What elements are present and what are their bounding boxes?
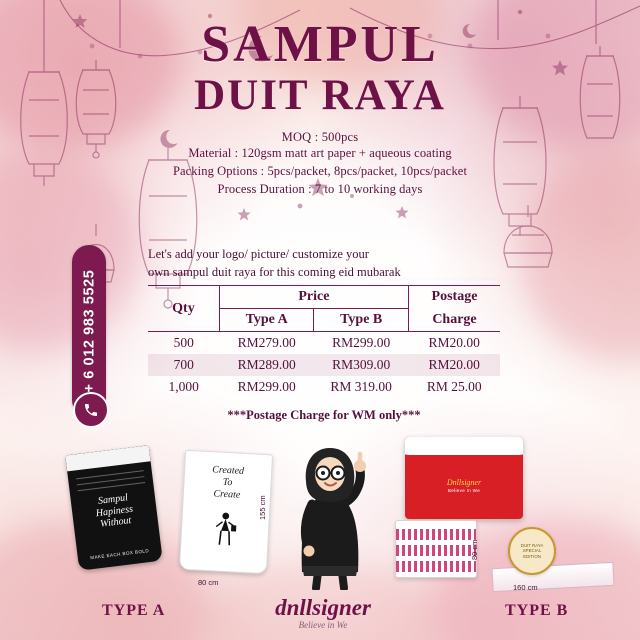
- phone-number: + 6 012 983 5525: [81, 269, 98, 393]
- dimension-height-type-b: 80 cm: [470, 539, 479, 560]
- phone-glyph-icon: [83, 402, 99, 418]
- cell-type-b: RM 319.00: [330, 379, 392, 394]
- moq-text: MOQ : 500pcs: [281, 130, 359, 145]
- sample-a2-line3: Create: [213, 487, 241, 501]
- product-sample-type-b-pattern: [395, 520, 477, 578]
- cell-qty: 1,000: [168, 379, 199, 394]
- stamp-line2: SPECIAL: [522, 548, 542, 554]
- stamp-line3: EDITION: [523, 553, 541, 559]
- brand-logo: [228, 596, 418, 630]
- sample-a1-line2: Hapiness: [95, 503, 134, 519]
- price-table: [148, 285, 500, 398]
- page-subtitle: DUIT RAYA: [194, 72, 446, 120]
- stamp-text: [521, 543, 544, 559]
- header-type-b: Type B: [314, 309, 409, 332]
- cell-type-a: RM299.00: [237, 379, 296, 394]
- type-b-label: TYPE B: [505, 602, 569, 619]
- table-row: [148, 332, 500, 355]
- sample-a1-script: [71, 489, 159, 533]
- brand-tagline: Believe in We: [298, 620, 348, 630]
- stamp-line1: DUIT RAYA: [520, 543, 544, 549]
- header-postage-line2: Charge: [408, 309, 500, 332]
- phone-icon[interactable]: [73, 392, 109, 428]
- fashion-figure-icon: [211, 510, 239, 551]
- spec-material: Material : 120gsm matt art paper + aqueous coating: [188, 146, 452, 161]
- spec-packing: Packing Options : 5pcs/packet, 8pcs/packet, 10pcs/packet: [172, 163, 468, 178]
- dimension-height-type-a: 155 cm: [258, 495, 267, 520]
- sample-a1-line3: Without: [99, 515, 132, 530]
- spec-process: Process Duration : 7 to 10 working days: [217, 181, 423, 196]
- product-sample-type-b-strip: [491, 562, 614, 592]
- cell-type-a: RM279.00: [237, 335, 296, 350]
- sample-b-logo-name: Dnllsigner: [446, 478, 482, 487]
- sample-a1-footer: MAKE EACH BOX BOLD: [90, 548, 150, 561]
- envelope-flap: [405, 437, 523, 455]
- poster-header: [0, 18, 640, 198]
- header-qty: Qty: [148, 286, 219, 332]
- dimension-width-type-a: 80 cm: [198, 578, 219, 587]
- brand-name: dnllsigner: [275, 595, 371, 620]
- cell-postage: RM20.00: [428, 335, 480, 350]
- sample-a1-line1: Sampul: [97, 492, 129, 507]
- intro-line-1: Let's add your logo/ picture/ customize your: [148, 247, 369, 261]
- product-sample-type-b-red: [405, 437, 523, 519]
- cell-type-a: RM289.00: [219, 354, 314, 376]
- mascot-illustration: [284, 440, 376, 590]
- header-type-a: Type A: [219, 309, 314, 332]
- sample-a2-line2: To: [222, 476, 233, 489]
- page-title: SAMPUL: [201, 16, 439, 73]
- intro-line-2: own sampul duit raya for this coming eid mubarak: [148, 265, 401, 280]
- table-header-row: [148, 286, 500, 309]
- special-edition-stamp: [508, 527, 556, 575]
- intro-text: [148, 245, 448, 281]
- cell-type-b: RM309.00: [314, 354, 409, 376]
- postage-note: ***Postage Charge for WM only***: [227, 408, 421, 422]
- cell-type-b: RM299.00: [332, 335, 391, 350]
- sample-b-logo: [405, 479, 523, 493]
- cell-postage: RM20.00: [408, 354, 500, 376]
- table-row: [148, 376, 500, 398]
- type-a-label: TYPE A: [102, 602, 166, 619]
- cell-qty: 700: [148, 354, 219, 376]
- dimension-width-type-b: 160 cm: [513, 583, 538, 592]
- product-sample-type-a-black: [65, 445, 163, 570]
- header-price: Price: [219, 286, 408, 309]
- envelope-flap: [65, 445, 150, 471]
- sample-a2-line1: Created: [211, 464, 245, 477]
- sample-b-logo-tagline: Believe In We: [447, 487, 481, 493]
- table-row: [148, 354, 500, 376]
- cell-qty: 500: [173, 335, 194, 350]
- cell-postage: RM 25.00: [426, 379, 482, 394]
- header-postage-line1: Postage: [408, 286, 500, 309]
